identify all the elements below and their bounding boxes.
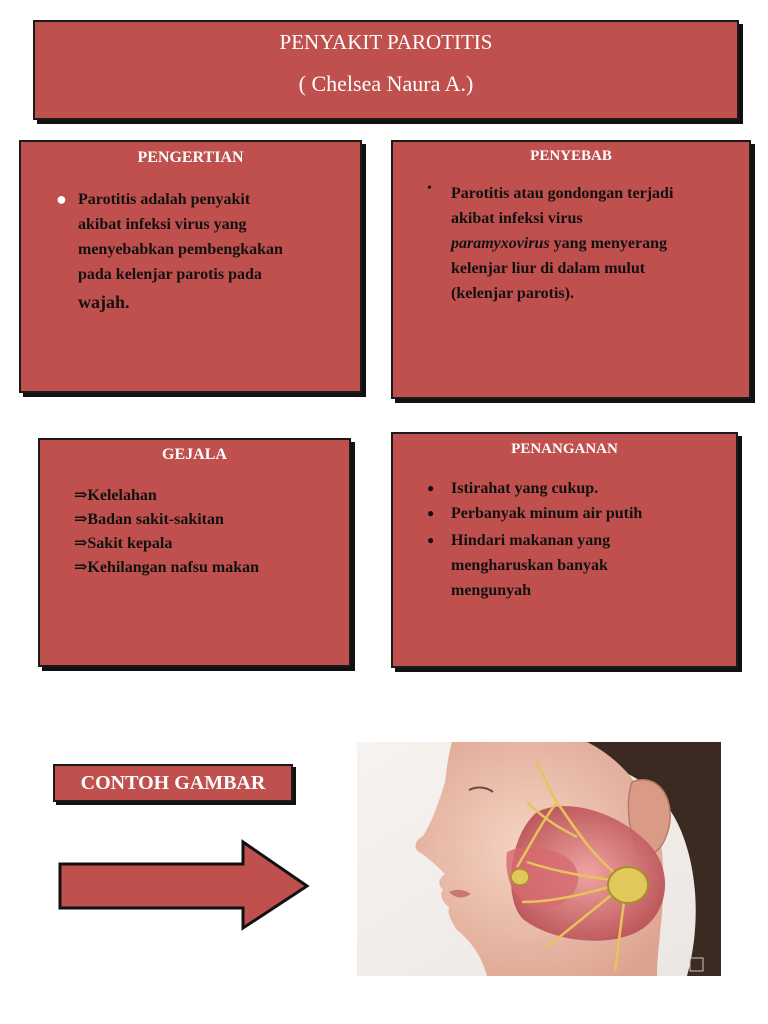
gejala-item <box>74 508 349 532</box>
pengertian-heading: PENGERTIAN <box>137 149 244 166</box>
title-banner <box>33 20 739 120</box>
gejala-item-label: Sakit kepala <box>87 535 173 552</box>
penanganan-item-label: mengunyah <box>451 582 532 599</box>
penanganan-item <box>427 476 736 501</box>
double-arrow-icon: ⇒ <box>74 559 88 576</box>
penyebab-line: Parotitis atau gondongan terjadi <box>451 185 674 202</box>
pengertian-line: menyebabkan pembengkakan <box>78 241 283 258</box>
gejala-item <box>74 532 349 556</box>
penanganan-item-label: mengharuskan banyak <box>451 557 608 574</box>
gejala-box <box>38 438 351 667</box>
gejala-item-label: Badan sakit-sakitan <box>87 511 224 528</box>
penyebab-line <box>451 231 749 256</box>
gejala-list <box>74 484 349 580</box>
penanganan-item-label: Perbanyak minum air putih <box>451 505 643 522</box>
black-dot-icon: ● <box>427 506 435 520</box>
penanganan-item-label: Hindari makanan yang <box>451 532 611 549</box>
double-arrow-icon: ⇒ <box>74 511 88 528</box>
small-dot-icon: • <box>427 181 432 196</box>
pengertian-line: akibat infeksi virus yang <box>78 216 247 233</box>
author-name: ( Chelsea Naura A.) <box>298 71 474 96</box>
penyebab-line: kelenjar liur di dalam mulut <box>451 260 646 277</box>
gejala-heading: GEJALA <box>162 446 227 463</box>
double-arrow-icon: ⇒ <box>74 535 88 552</box>
penyebab-line: (kelenjar parotis). <box>451 285 574 302</box>
penanganan-list <box>427 476 736 603</box>
double-arrow-icon: ⇒ <box>74 487 88 504</box>
pengertian-line: Parotitis adalah penyakit <box>78 191 251 208</box>
pengertian-text <box>78 187 360 317</box>
page-title: PENYAKIT PAROTITIS <box>279 30 493 54</box>
gejala-item-label: Kehilangan nafsu makan <box>87 559 260 576</box>
penanganan-item-label: Istirahat yang cukup. <box>451 480 599 497</box>
pengertian-line: pada kelenjar parotis pada <box>78 266 262 283</box>
black-dot-icon: ● <box>427 533 435 547</box>
gejala-item <box>74 556 349 580</box>
parotid-illustration <box>357 742 721 976</box>
penyebab-line-rest: yang menyerang <box>549 235 667 252</box>
gejala-item-label: Kelelahan <box>87 487 157 504</box>
pengertian-box <box>19 140 362 393</box>
pengertian-line: wajah. <box>78 292 130 312</box>
right-arrow-icon <box>57 838 313 934</box>
penyebab-text <box>451 181 749 306</box>
black-dot-icon: ● <box>427 481 435 495</box>
contoh-gambar-label: CONTOH GAMBAR <box>53 764 293 802</box>
penanganan-box <box>391 432 738 668</box>
penanganan-item <box>427 528 736 603</box>
pengertian-bullet <box>56 187 360 317</box>
penyebab-heading: PENYEBAB <box>530 148 612 164</box>
white-dot-icon: ● <box>56 189 67 209</box>
penanganan-heading: PENANGANAN <box>511 441 618 457</box>
virus-name: paramyxovirus <box>451 235 550 252</box>
penyebab-line: akibat infeksi virus <box>451 210 583 227</box>
penyebab-box <box>391 140 751 399</box>
gejala-item <box>74 484 349 508</box>
penyebab-bullet <box>427 181 749 306</box>
penanganan-item <box>427 501 736 526</box>
